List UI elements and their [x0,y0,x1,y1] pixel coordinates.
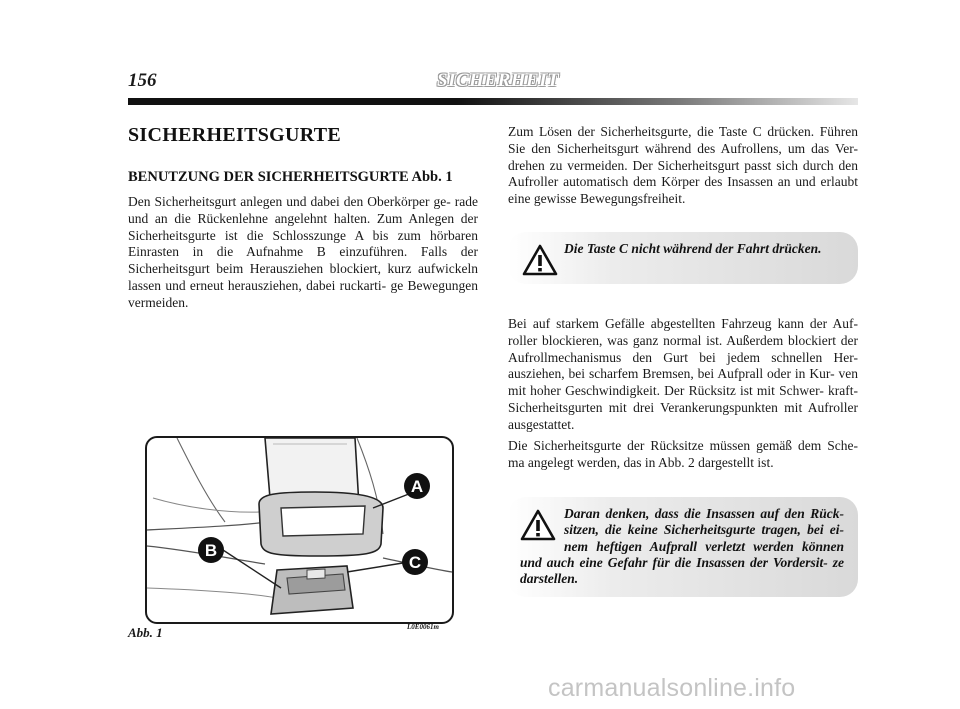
rear-seat-paragraph [508,438,858,472]
seat-line [147,522,267,530]
seat-line [147,588,277,598]
subtitle: BENUTZUNG DER SICHERHEITSGURTE Abb. 1 [128,169,453,185]
seatbelt-illustration [147,438,452,622]
callout-b [198,537,224,563]
figure-code: L0E0061m [407,623,439,631]
callout-c [402,549,428,575]
callout-b-label: B [204,541,218,560]
warning-box-1 [508,232,858,284]
warning-box-2 [508,497,858,597]
release-paragraph: Zum Lösen der Sicherheitsgurte, die Taste C drücken. Führen Sie den Sicherheitsgurt während des Aufrollens, um das Ver- drehen zu vermeiden. Der Sicherheitsgurt passt sich durch den Aufroller automatisch dem Körper des Insassen an und erlaubt eine gewisse Bewegungsfreiheit. [508,124,858,207]
header-rule [128,98,858,105]
leader-line-b [223,550,281,588]
warning-text-1: Die Taste C nicht während der Fahrt drücken. [564,241,822,256]
warning-text-2: Daran denken, dass die Insassen auf den Rück- sitzen, die keine Sicherheitsgurte tragen, bei ei- nem heftigen Aufprall verletzt werden können und auch eine Gefahr für die Insassen der Vordersit- ze darstellen. [520,506,844,587]
seat-line [177,438,225,522]
right-column [508,124,858,208]
blocking-text: Bei auf starkem Gefälle abgestellten Fahrzeug kann der Auf- roller blockieren, was ganz normal ist. Außerdem blockiert der Aufrollmechanismus den Gurt bei jedem schnellen Her- ausziehen, bei scharfem Bremsen, bei Aufprall oder in Kur- ven mit hoher Geschwindigkeit. Der Rücksitz ist mit Schwer- kraft-Sicherheitsgurten mit drei Verankerungspunkten mit Aufroller ausgestattet. [508,316,858,432]
figure-seatbelt [145,436,454,624]
latch-slot [281,506,365,536]
watermark: carmanualsonline.info [548,674,796,702]
buckle-opening [307,569,325,579]
seat-line [153,498,259,512]
blocking-paragraph [508,316,858,434]
page-number: 156 [128,70,157,91]
main-title: SICHERHEITSGURTE [128,124,342,146]
callout-a [404,473,430,499]
callout-c-label: C [408,553,422,572]
section-title: SICHERHEIT [437,70,560,91]
leader-line-c [347,562,409,572]
warning-triangle-icon [522,244,558,276]
callout-a-label: A [410,477,424,496]
rear-seat-text: Die Sicherheitsgurte der Rücksitze müssen gemäß dem Sche- ma angelegt werden, das in Abb. 2 dargestellt ist. [508,438,858,470]
intro-paragraph: Den Sicherheitsgurt anlegen und dabei den Oberkörper ge- rade und an die Rückenlehne angelehnt halten. Zum Anlegen der Sicherheitsgurte ist die Schlosszunge A bis zum hörbaren Einrasten in die Aufnahme B einzuführen. Falls der Sicherheitsgurt beim Herausziehen blockiert, kurz aufwickeln lassen und erneut herausziehen, dabei ruckarti- ge Bewegungen vermeiden. [128,194,478,310]
left-column [128,124,478,312]
figure-caption: Abb. 1 [128,625,163,640]
